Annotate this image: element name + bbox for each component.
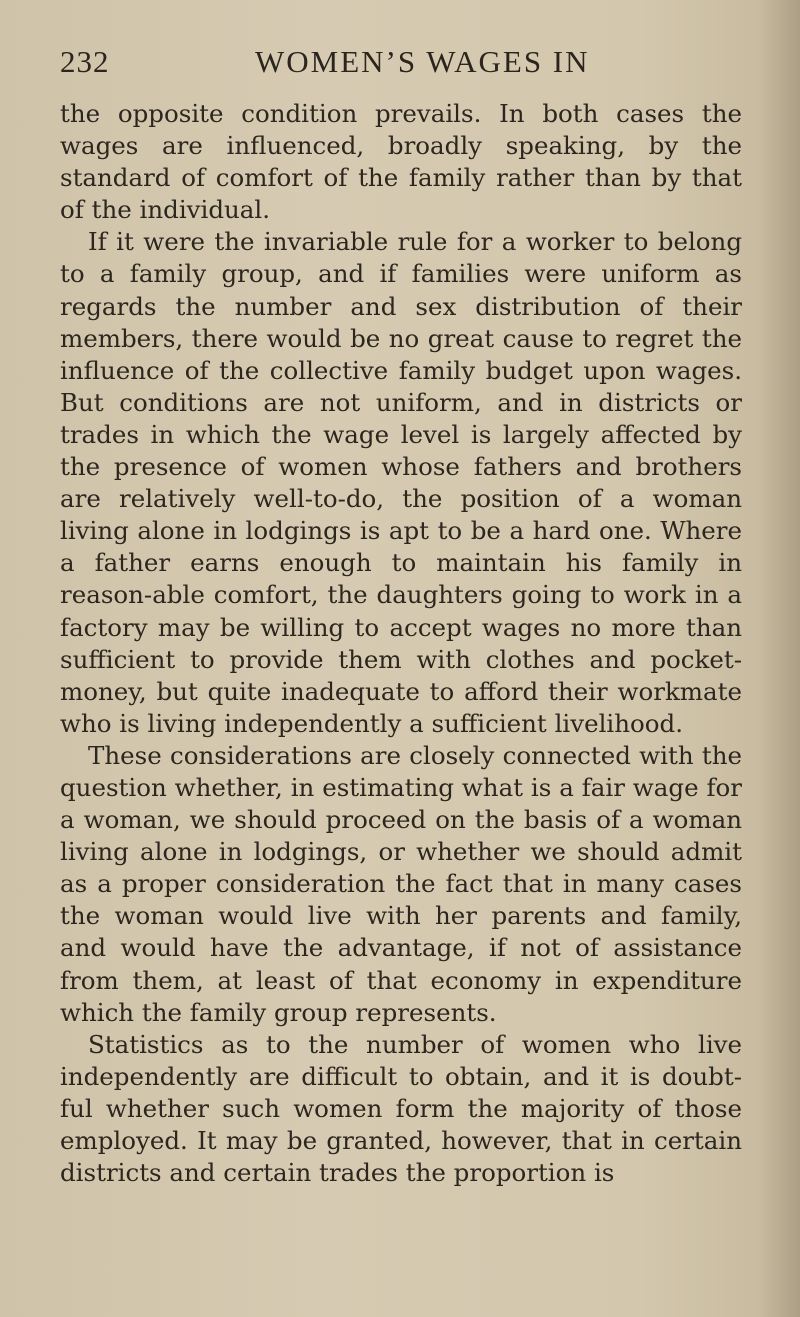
body-text: [60, 98, 742, 1189]
paragraph-continued: the opposite condition prevails. In both cases the wages are influenced, broadly speaking, by the standard of comfort of the family rather than by that of the individual.: [60, 99, 742, 225]
paragraph: These considerations are closely connected with the question whether, in estimating what is a fair wage for a woman, we should proceed on the basis of a woman living alone in lodgings, or whether we should admit as a proper consideration the fact that in many cases the woman would live with her parents and family, and would have the advantage, if not of assistance from them, at least of that economy in expenditure which the family group represents.: [60, 740, 742, 1027]
paragraph: If it were the invariable rule for a worker to belong to a family group, and if families were uniform as regards the number and sex distribution of their members, there would be no great cause to regret the influence of the collective family budget upon wages. But conditions are not uniform, and in districts or trades in which the wage level is largely affected by the presence of women whose fathers and brothers are relatively well-to-do, the position of a woman living alone in lodgings is apt to be a hard one. Where a father earns enough to maintain his family in reason-able comfort, the daughters going to work in a factory may be willing to accept wages no more than sufficient to provide them with clothes and pocket-money, but quite inadequate to afford their workmate who is living independently a sufficient livelihood.: [60, 227, 742, 738]
page-header: [60, 44, 740, 94]
paragraph: Statistics as to the number of women who live independently are difficult to obtain, and it is doubt-ful whether such women form the majority of those employed. It may be granted, however, that in certain districts and certain trades the proportion is: [60, 1029, 742, 1188]
running-head: WOMEN’S WAGES IN: [255, 44, 590, 79]
page-number: 232: [60, 44, 110, 79]
page-edge-shadow: [760, 0, 800, 1317]
